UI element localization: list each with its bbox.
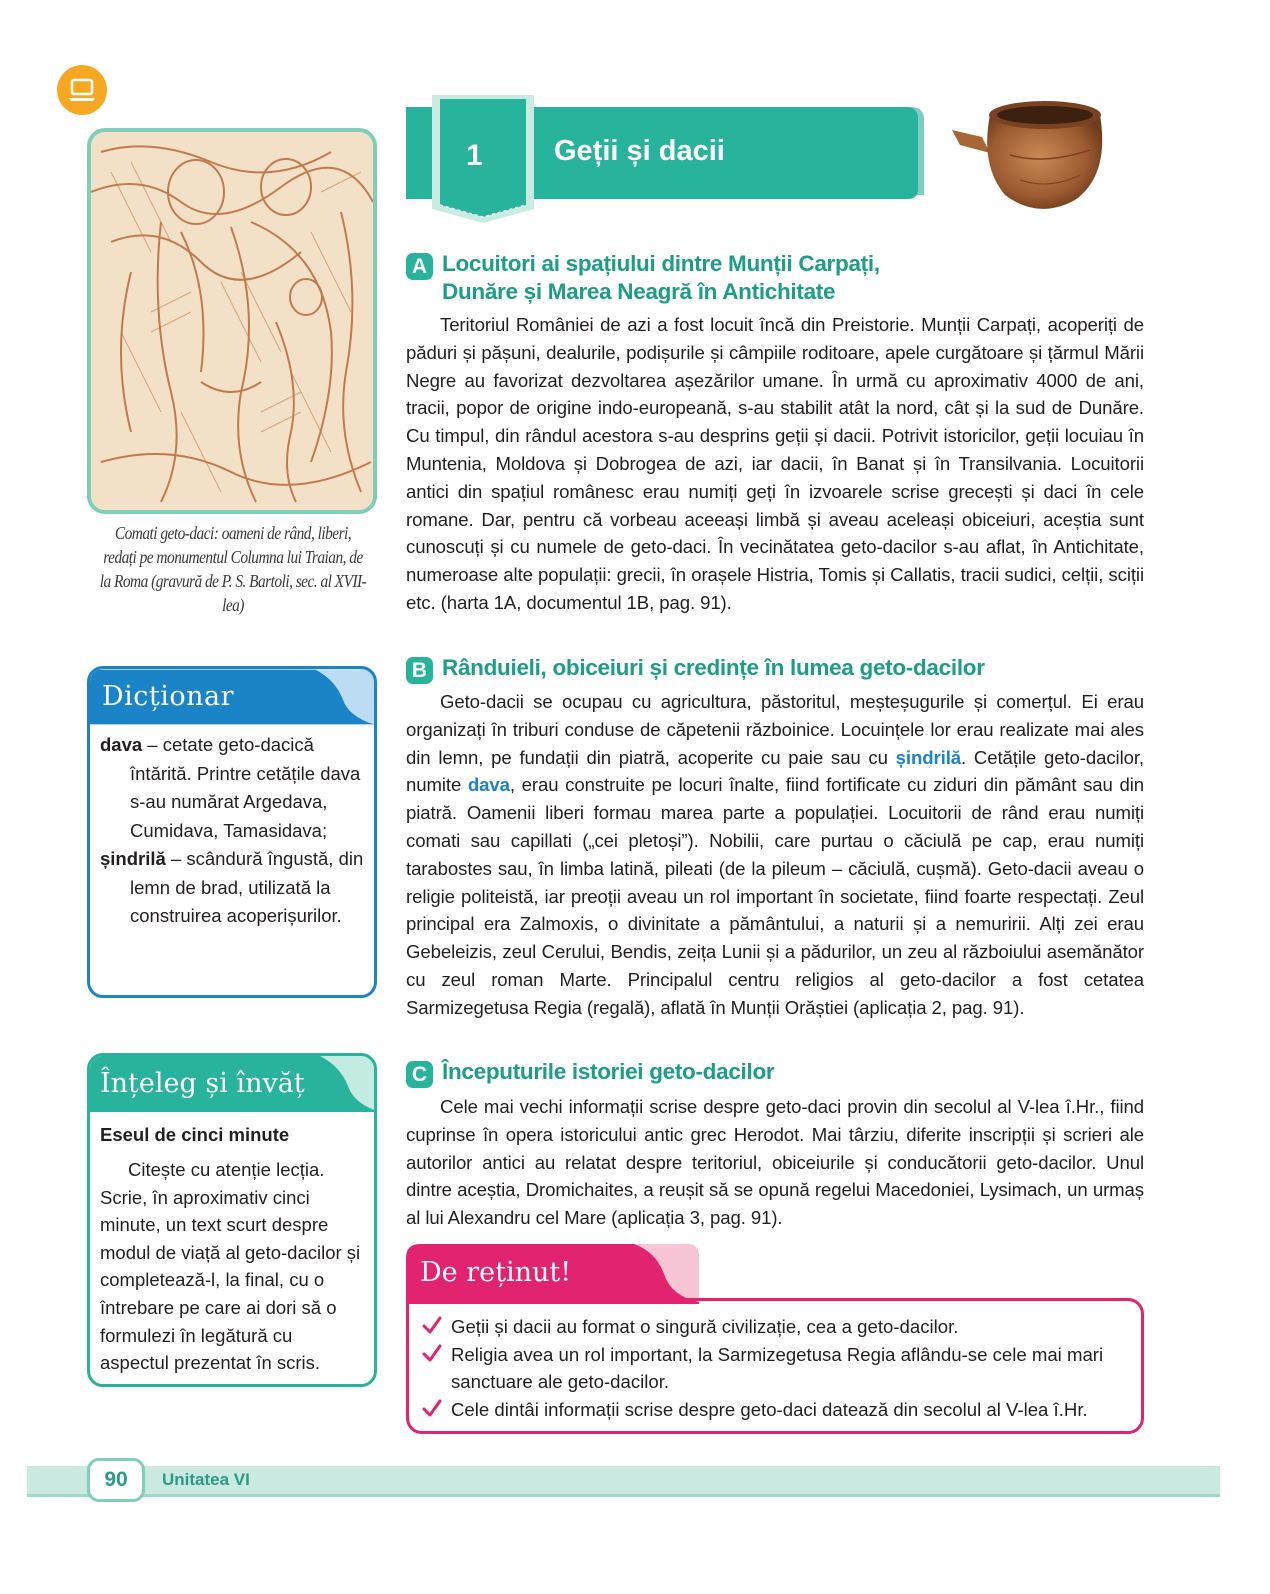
- section-badge: B: [406, 657, 433, 684]
- section-b-text-part: Geto-dacii se ocupau cu agricultura, păstoritul, meșteșugurile și comerțul. Ei erau organizați în triburi conduse de căpetenii războinice. Locuințele lor erau realizate mai ales din lemn, pe fundații din piatră, acoperite cu paie sau cu: [406, 691, 1144, 768]
- dictionary-entry: [100, 731, 366, 845]
- section-b-heading: [406, 654, 985, 684]
- section-b-title: Rânduieli, obiceiuri și credințe în lumea geto-dacilor: [442, 655, 985, 680]
- image-caption: Comati geto-daci: oameni de rând, liberi, redați pe monumentul Columna lui Traian, de la Roma (gravură de P. S. Bartoli, sec. al XVII-lea): [99, 523, 367, 615]
- page-number: 90: [87, 1458, 145, 1502]
- learn-subtitle: Eseul de cinci minute: [100, 1124, 290, 1145]
- laptop-icon: [57, 65, 107, 115]
- dictionary-box: [87, 666, 377, 998]
- engraving-image: [87, 128, 377, 514]
- section-badge: A: [406, 253, 433, 280]
- section-b-text-part: , erau construite pe locuri înalte, fiind fortificate cu ziduri din pământ sau din piatră. Oamenii liberi formau marea parte a populației. Locuitorii de rând erau numiți comati sau capillati („cei pletoși”). Nobilii, care purtau o căciulă pe cap, erau numiți tarabostes sau, în limba latină, pileati (de la pileum – căciulă, cușmă). Geto-dacii aveau o religie politeistă, iar preoții aveau un rol important în societate, fiind foarte respectați. Zeul principal era Zalmoxis, o divinitate a pământului, a naturii și a nemuririi. Alți zei erau Gebeleizis, zeul Cerului, Bendis, zeița Lunii și a pădurilor, un zeu al războiului asemănător cu zeul roman Marte. Principalul centru religios al geto-dacilor a fost cetatea Sarmizegetusa Regia (regală), aflată în Munții Orăștiei (aplicația 2, pag. 91).: [406, 774, 1144, 1018]
- dictionary-entry: [100, 845, 366, 931]
- dictionary-title: Dicționar: [102, 681, 235, 712]
- section-c-text: Cele mai vechi informații scrise despre geto-daci provin din secolul al V-lea î.Hr., fiind cuprinse în opera istoricului antic grec Herodot. Mai târziu, diferite inscripții și scrieri ale autorilor antici au relatat despre teritoriul, obiceiurile și conducătorii geto-dacilor. Unul dintre aceștia, Dromichaites, a reușit să se opună regelui Macedoniei, Lysimach, un urmaș al lui Alexandru cel Mare (aplicația 3, pag. 91).: [406, 1096, 1144, 1229]
- section-b-text-part: . Cetățile geto-dacilor, numite: [406, 746, 1144, 796]
- dictionary-term: șindrilă: [100, 848, 166, 869]
- check-icon: [421, 1398, 443, 1420]
- remember-item-text: Religia avea un rol important, la Sarmizegetusa Regia aflându-se cele mai mari sanctuare ale geto-dacilor.: [451, 1343, 1104, 1393]
- section-a-text: Teritoriul României de azi a fost locuit încă din Preistorie. Munții Carpați, acoperiți de păduri și pășuni, dealurile, podișurile și câmpiile roditoare, apele curgătoare și țărmul Mării Negre au favorizat dezvoltarea așezărilor umane. În urmă cu aproximativ 4000 de ani, tracii, popor de origine indo-europeană, s-au stabilit atât la nord, cât și la sud de Dunăre. Cu timpul, din rândul acestora s-au desprins geții și dacii. Potrivit istoricilor, geții locuiau în Muntenia, Moldova și Dobrogea de azi, iar dacii, în Banat și în Transilvania. Locuitorii antici din spațiul românesc erau numiți geți în izvoarele scrise grecești și daci în cele romane. Dar, pentru că vorbeau aceeași limbă și aveau aceleași obiceiuri, aceștia sunt cunoscuți și cu numele de geto-daci. În vecinătatea geto-dacilor s-au aflat, în Antichitate, numeroase alte populații: grecii, în orașele Histria, Tomis și Callatis, tracii sudici, celții, sciții etc. (harta 1A, documentul 1B, pag. 91).: [406, 314, 1144, 613]
- remember-item: [421, 1341, 1131, 1396]
- keyword-sindrila: șindrilă: [895, 746, 962, 768]
- learn-box: [87, 1053, 377, 1387]
- lesson-header: [406, 95, 926, 225]
- dictionary-definition: – cetate geto-dacică întărită. Printre cetățile dava s-au numărat Argedava, Cumidava, Tamasidava;: [130, 734, 361, 841]
- lesson-title: Geții și dacii: [554, 135, 725, 167]
- section-badge: C: [406, 1061, 433, 1088]
- check-icon: [421, 1315, 443, 1337]
- section-a-title-line1: Locuitori ai spațiului dintre Munții Carpați,: [442, 251, 880, 276]
- section-b-text: [406, 688, 1144, 1022]
- keyword-dava: dava: [467, 774, 510, 796]
- dictionary-definition: – scândură îngustă, din lemn de brad, utilizată la construirea acoperișurilor.: [130, 848, 364, 926]
- section-c-heading: [406, 1058, 774, 1088]
- remember-title: De reținut!: [420, 1257, 572, 1288]
- learn-text: Citește cu atenție lecția. Scrie, în aproximativ cinci minute, un text scurt despre modul de viață al geto-dacilor și completează-l, la final, cu o întrebare pe care ai dori să o formulezi în legătură cu aspectul prezentat în scris.: [100, 1159, 361, 1374]
- dictionary-term: dava: [100, 734, 143, 755]
- remember-item-text: Cele dintâi informații scrise despre geto-daci datează din secolul al V-lea î.Hr.: [451, 1398, 1088, 1420]
- remember-item-text: Geții și dacii au format o singură civilizație, cea a geto-dacilor.: [451, 1316, 959, 1337]
- unit-label: Unitatea VI: [162, 1470, 250, 1489]
- section-a-title-line2: Dunăre și Marea Neagră în Antichitate: [442, 279, 836, 304]
- remember-tab: [406, 1244, 699, 1304]
- learn-title: Înțeleg și învăț: [100, 1068, 305, 1099]
- remember-item: [421, 1313, 1131, 1341]
- section-a-heading: [406, 250, 880, 306]
- remember-item: [421, 1396, 1131, 1424]
- section-c-title: Începuturile istoriei geto-dacilor: [442, 1059, 775, 1084]
- footer-line: [27, 1494, 1220, 1497]
- clay-pot-image: [950, 95, 1125, 220]
- lesson-number: 1: [466, 139, 483, 172]
- remember-box: [406, 1298, 1144, 1434]
- check-icon: [421, 1343, 443, 1365]
